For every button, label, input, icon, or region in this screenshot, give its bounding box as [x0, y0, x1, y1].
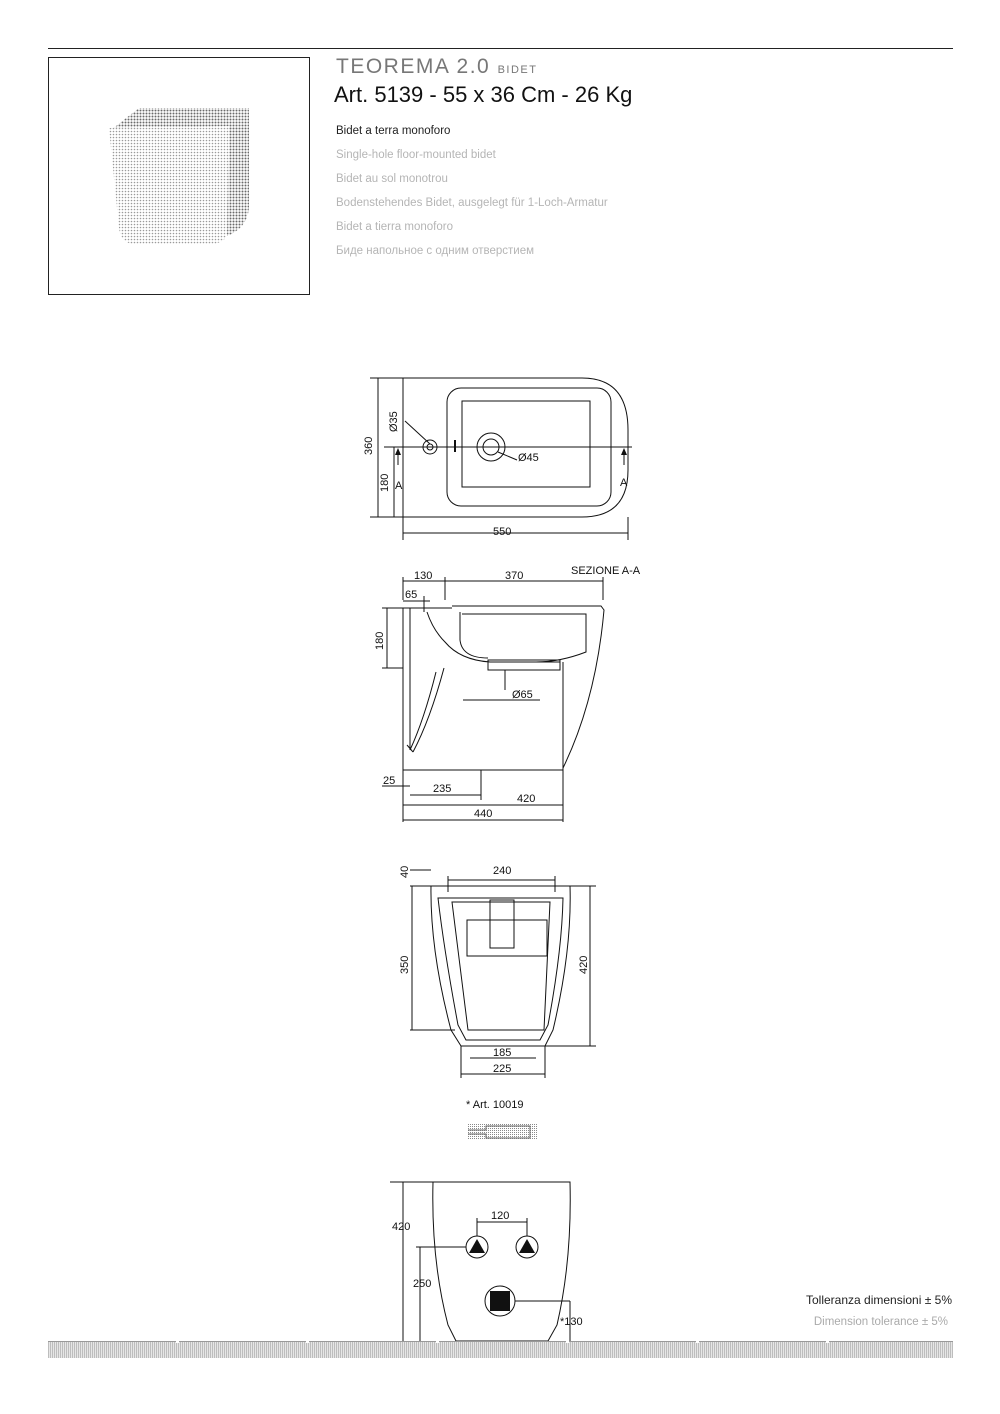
label-d-drain-section: Ø65	[512, 689, 533, 701]
tolerance-en: Dimension tolerance ± 5%	[813, 1316, 948, 1328]
label-base-inner: 185	[493, 1047, 512, 1059]
label-wall-height: 420	[392, 1221, 411, 1233]
label-overall: 440	[474, 808, 493, 820]
footer-divider	[306, 1340, 309, 1343]
label-height-left: 350	[399, 955, 411, 974]
label-base-right: 420	[517, 793, 536, 805]
label-height-total: 360	[363, 436, 375, 455]
label-section-right: A	[620, 477, 628, 489]
label-drain-height: *130	[560, 1316, 583, 1328]
label-offset: 65	[405, 589, 418, 601]
label-base-outer: 225	[493, 1063, 512, 1075]
description-ru: Биде напольное с одним отверстием	[336, 245, 535, 257]
top-view	[370, 378, 632, 540]
tolerance-it: Tolleranza dimensioni ± 5%	[806, 1293, 952, 1307]
footer-divider	[436, 1340, 439, 1343]
footer-divider	[176, 1340, 179, 1343]
label-section-left: A	[395, 480, 403, 492]
footer-divider	[826, 1340, 829, 1343]
label-accessory: * Art. 10019	[466, 1099, 524, 1111]
label-top-left: 130	[414, 570, 433, 582]
footer-bar	[48, 1341, 953, 1358]
label-top-right: 370	[505, 570, 524, 582]
article-line: Art. 5139 - 55 x 36 Cm - 26 Kg	[334, 82, 633, 107]
label-top-offset: 40	[399, 865, 411, 878]
label-height-half: 180	[379, 473, 391, 492]
label-width: 550	[493, 526, 512, 538]
label-d-drain: Ø45	[518, 452, 539, 464]
footer-divider	[566, 1340, 569, 1343]
description-it: Bidet a terra monoforo	[336, 125, 451, 137]
label-depth: 180	[374, 631, 386, 650]
accessory-drawing	[468, 1124, 538, 1140]
wall-view	[390, 1182, 570, 1341]
label-section-title: SEZIONE A-A	[571, 565, 641, 577]
description-en: Single-hole floor-mounted bidet	[336, 149, 496, 161]
description-es: Bidet a tierra monoforo	[336, 221, 453, 233]
label-d-tap: Ø35	[388, 411, 400, 432]
product-name: TEOREMA 2.0	[336, 55, 491, 78]
label-top-width: 240	[493, 865, 512, 877]
product-type: BIDET	[497, 64, 538, 76]
wall-symbols	[466, 1236, 538, 1316]
label-spacing: 120	[491, 1210, 510, 1222]
section-view	[382, 577, 604, 822]
description-fr: Bidet au sol monotrou	[336, 173, 448, 185]
footer-divider	[696, 1340, 699, 1343]
label-inlet-height: 250	[413, 1278, 432, 1290]
label-base-left: 235	[433, 783, 452, 795]
label-height-right: 420	[578, 955, 590, 974]
description-de: Bodenstehendes Bidet, ausgelegt für 1-Loch-Armatur	[336, 197, 608, 209]
label-bottom-small: 25	[383, 775, 396, 787]
